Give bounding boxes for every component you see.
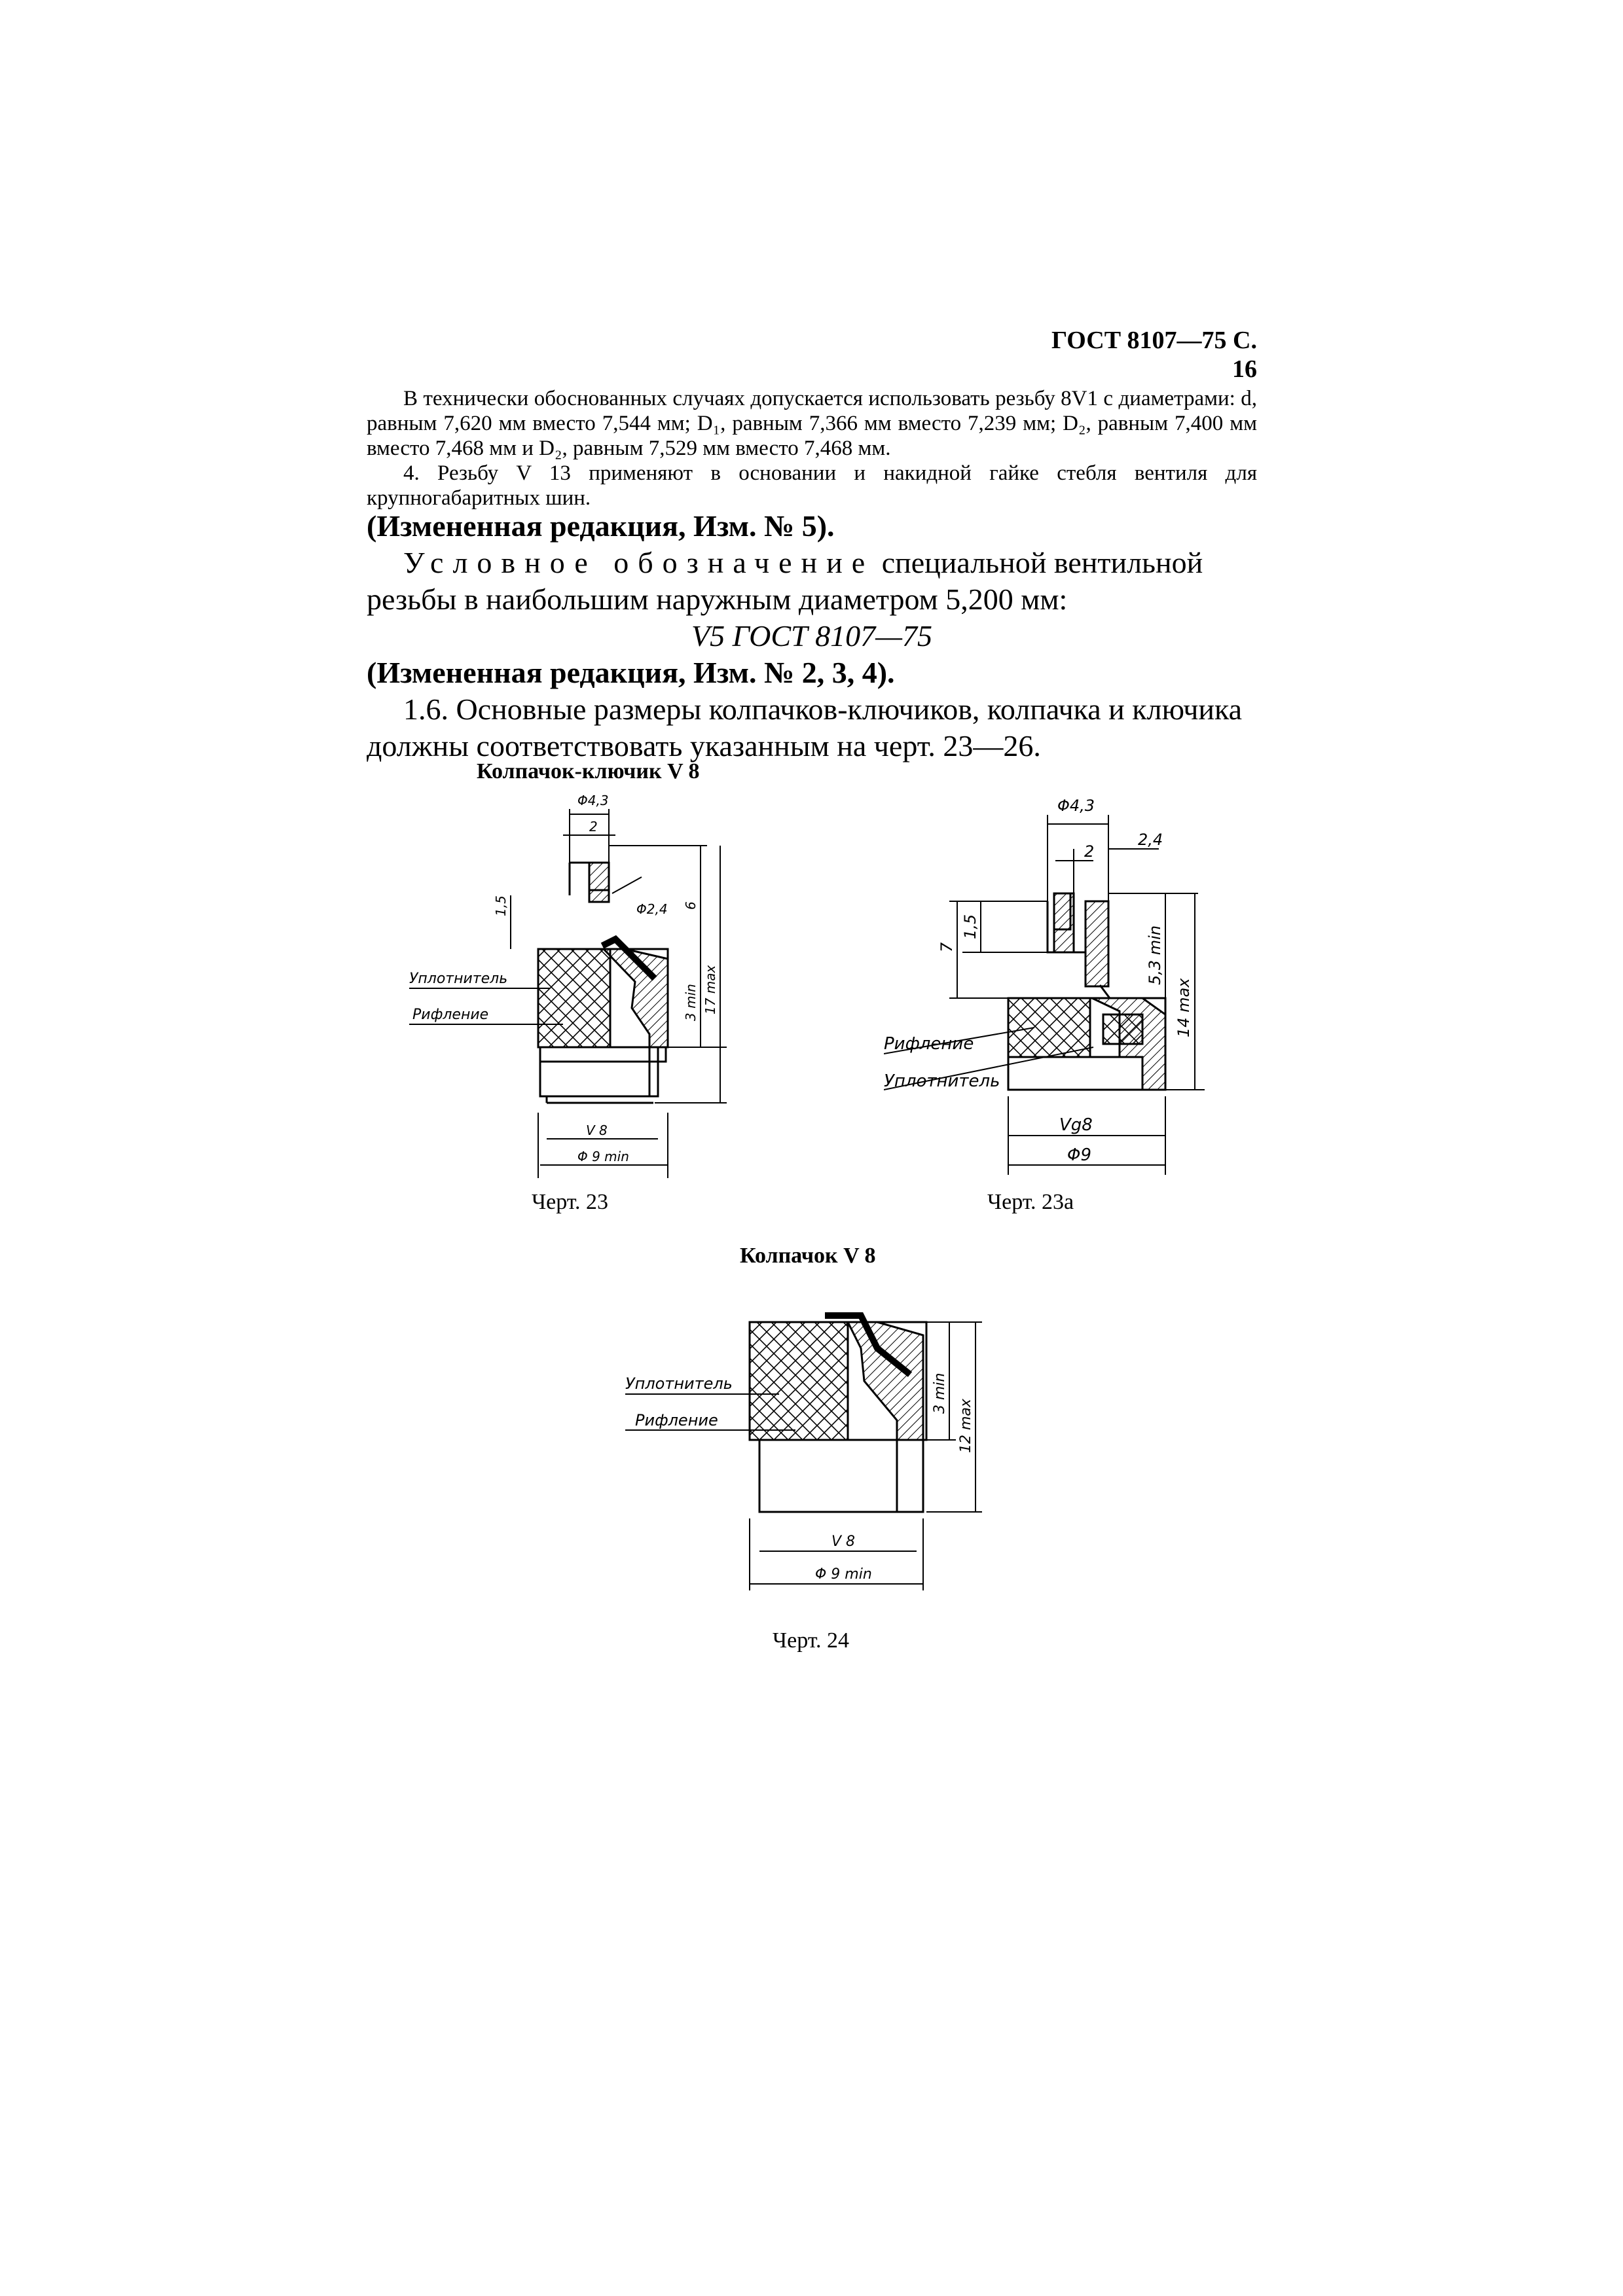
fig23a-label-seal: Уплотнитель [884, 1071, 1000, 1091]
fig24-label-knurl: Рифление [635, 1411, 718, 1429]
fig24-caption: Черт. 24 [773, 1628, 850, 1653]
designation-example: V5 ГОСТ 8107—75 [691, 619, 933, 653]
fig23-label-seal: Уплотнитель [409, 971, 508, 987]
fig23-title: Колпачок-ключик V 8 [477, 759, 700, 783]
paragraph-thread-diameters: В технически обоснованных случаях допускается использовать резьбу 8V1 с диаметрами: d, равным 7,620 мм вместо 7,544 мм; D₁, равным 7,366 мм вместо 7,239 мм; D₂, равным 7,400 мм вместо 7,468 мм и D₂, равным 7,529 мм вместо 7,468 мм. [367, 387, 1257, 460]
fig23-dim-h15: 1,5 [493, 895, 509, 916]
edit-note-234: (Измененная редакция, Изм. № 2, 3, 4). [367, 656, 895, 689]
paragraph-designation [367, 545, 1257, 618]
fig23-dim-h17max: 17 max [702, 965, 718, 1014]
fig23-caption: Черт. 23 [532, 1190, 609, 1214]
fig23a-dim-w24: 2,4 [1138, 831, 1163, 849]
page-header: ГОСТ 8107—75 С. 16 [1051, 327, 1257, 383]
fig23-dim-h6: 6 [683, 901, 699, 910]
fig23a-dim-d9: Φ9 [1067, 1145, 1092, 1165]
fig23-dim-d24: Φ2,4 [636, 901, 668, 917]
fig23-dim-h3min: 3 min [683, 984, 699, 1021]
fig23a-dim-h53min: 5,3 min [1146, 925, 1164, 985]
text-block-large [367, 508, 1257, 764]
fig23a-drawing [884, 789, 1237, 1188]
fig24-title: Колпачок V 8 [740, 1244, 876, 1268]
fig23a-dim-h7: 7 [938, 942, 956, 952]
fig23a-dim-h14max: 14 max [1175, 978, 1193, 1037]
fig24-dim-d9min: Φ 9 min [815, 1566, 872, 1583]
paragraph-thread-v13: 4. Резьбу V 13 применяют в основании и накидной гайке стебля вентиля для крупногабаритных шин. [367, 461, 1257, 510]
fig23a-label-knurl: Рифление [884, 1034, 974, 1054]
fig23a-dim-h15: 1,5 [961, 914, 979, 939]
designation-spaced: Условное обозначение [403, 546, 875, 579]
designation-rest: специальной вентильной резьбы в наибольшим наружным диаметром 5,200 мм: [367, 546, 1203, 616]
fig23-dim-v8: V 8 [586, 1122, 608, 1138]
fig24-dim-h12max: 12 max [958, 1399, 974, 1453]
fig24-drawing [615, 1296, 1021, 1623]
text-block-small [367, 386, 1257, 511]
fig23-dim-d43: Φ4,3 [577, 793, 609, 808]
fig23a-dim-w2: 2 [1084, 842, 1095, 861]
fig24-label-seal: Уплотнитель [625, 1374, 733, 1393]
fig23a-dim-vg8: Vg8 [1059, 1115, 1093, 1135]
fig23-drawing [393, 785, 759, 1191]
fig23-dim-d9min: Φ 9 min [577, 1149, 629, 1164]
fig23a-dim-d43: Φ4,3 [1057, 797, 1095, 815]
fig23a-caption: Черт. 23а [987, 1190, 1074, 1214]
edit-note-5: (Измененная редакция, Изм. № 5). [367, 509, 835, 543]
fig23-label-knurl: Рифление [412, 1007, 489, 1023]
fig23-dim-w2: 2 [589, 819, 598, 834]
fig24-dim-v8: V 8 [831, 1534, 856, 1550]
fig24-dim-h3min: 3 min [932, 1372, 948, 1414]
paragraph-1-6: 1.6. Основные размеры колпачков-ключиков, колпачка и ключика должны соответствовать указанным на черт. 23—26. [367, 692, 1243, 762]
